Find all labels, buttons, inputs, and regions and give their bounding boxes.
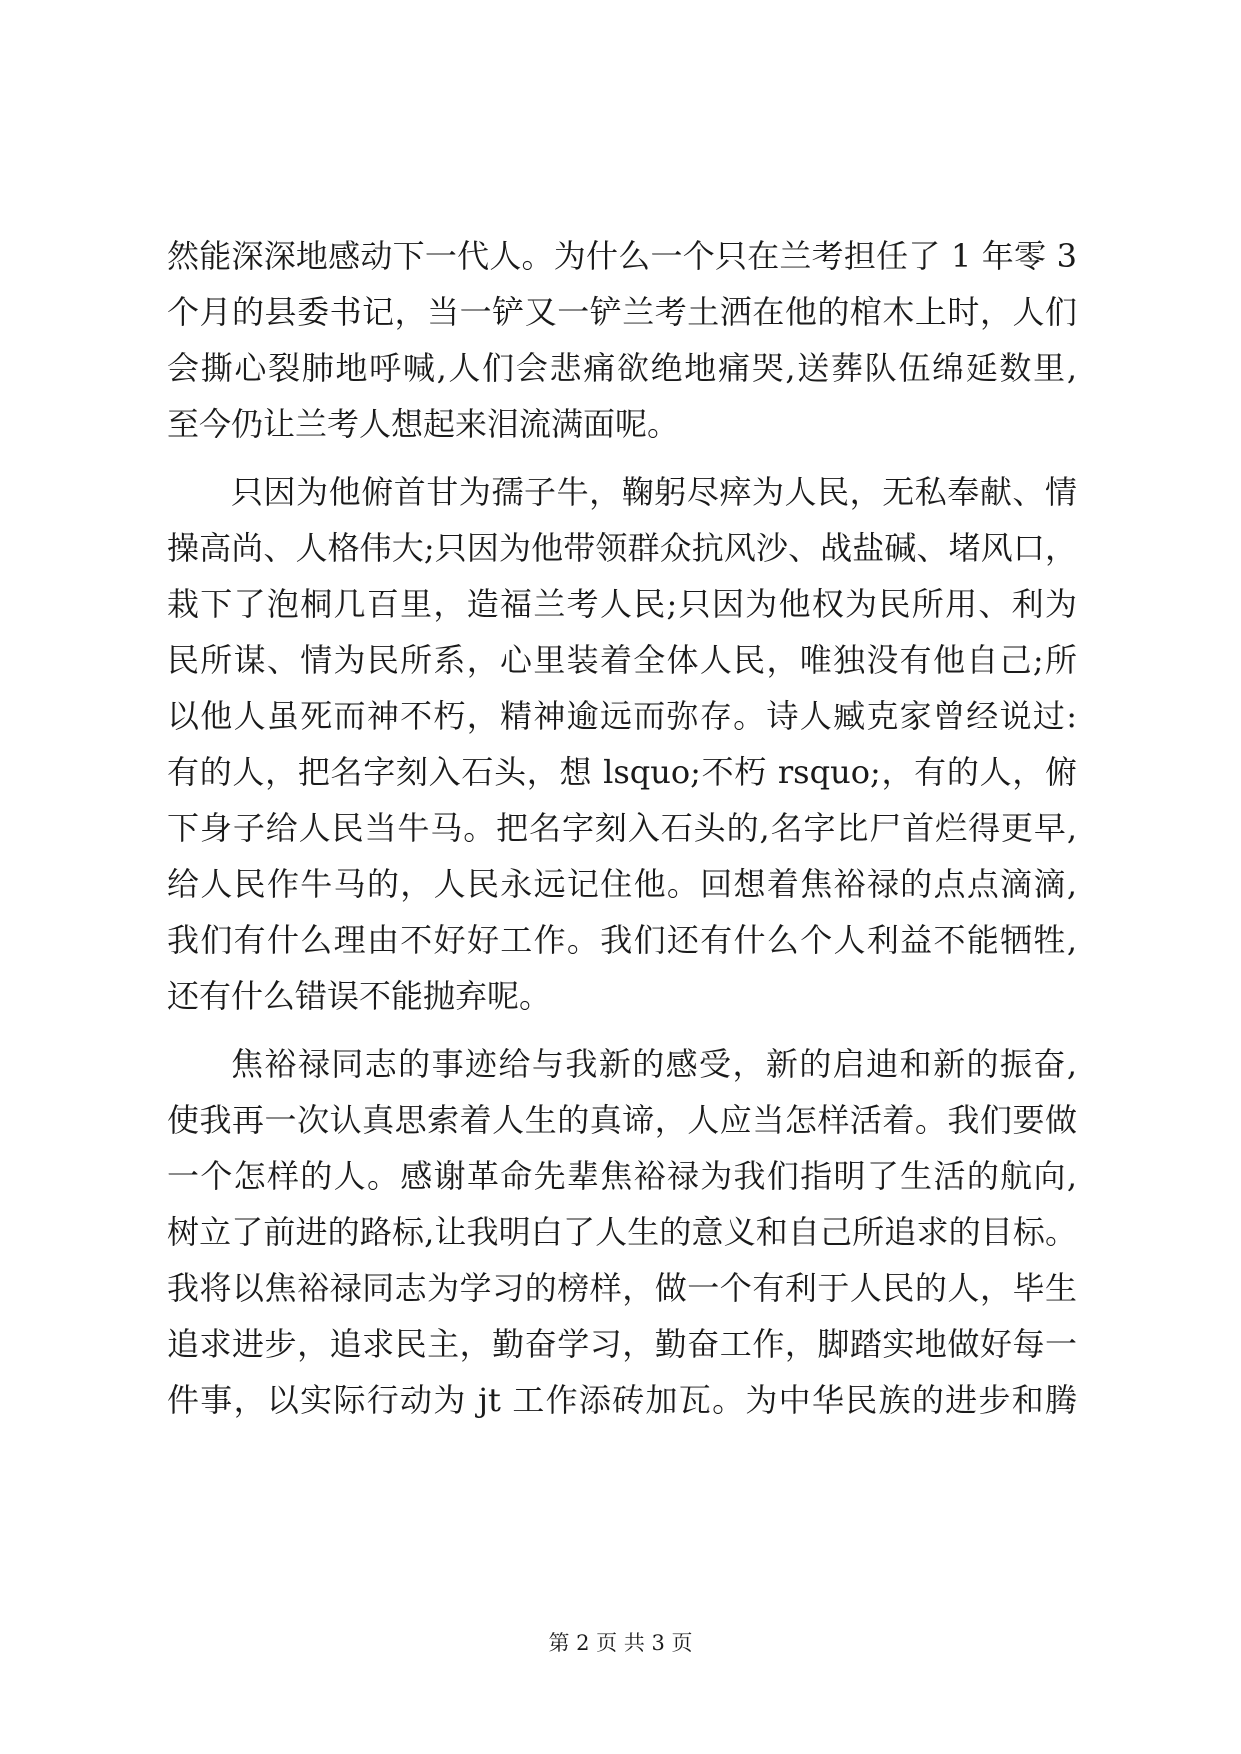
text-line: 使我再一次认真思索着人生的真谛，人应当怎样活着。我们要做	[167, 1101, 1077, 1139]
text-line: 给人民作牛马的，人民永远记住他。回想着焦裕禄的点点滴滴,	[167, 865, 1077, 903]
text-line: 个月的县委书记，当一铲又一铲兰考土洒在他的棺木上时，人们	[167, 293, 1077, 331]
document-body	[167, 228, 1077, 1440]
text-line: 以他人虽死而神不朽，精神逾远而弥存。诗人臧克家曾经说过:	[167, 697, 1077, 735]
text-line: 栽下了泡桐几百里，造福兰考人民;只因为他权为民所用、利为	[167, 585, 1077, 623]
text-line: 树立了前进的路标,让我明白了人生的意义和自己所追求的目标。	[167, 1213, 1077, 1251]
text-line: 至今仍让兰考人想起来泪流满面呢。	[167, 405, 680, 443]
text-line: 焦裕禄同志的事迹给与我新的感受，新的启迪和新的振奋,	[231, 1045, 1077, 1083]
text-line: 会撕心裂肺地呼喊,人们会悲痛欲绝地痛哭,送葬队伍绵延数里,	[167, 349, 1077, 387]
text-line: 有的人，把名字刻入石头，想 lsquo;不朽 rsquo;，有的人，俯	[167, 753, 1077, 791]
text-line: 件事，以实际行动为 jt 工作添砖加瓦。为中华民族的进步和腾	[167, 1381, 1077, 1419]
text-line: 还有什么错误不能抛弃呢。	[167, 977, 552, 1015]
paragraph-2	[167, 464, 1077, 1024]
paragraph-1	[167, 228, 1077, 452]
text-line: 只因为他俯首甘为孺子牛，鞠躬尽瘁为人民，无私奉献、情	[231, 473, 1077, 511]
text-line: 我们有什么理由不好好工作。我们还有什么个人利益不能牺牲,	[167, 921, 1077, 959]
text-line: 下身子给人民当牛马。把名字刻入石头的,名字比尸首烂得更早,	[167, 809, 1077, 847]
page-footer: 第 2 页 共 3 页	[548, 1631, 693, 1655]
text-line: 追求进步，追求民主，勤奋学习，勤奋工作，脚踏实地做好每一	[167, 1325, 1077, 1363]
text-line: 民所谋、情为民所系，心里装着全体人民，唯独没有他自己;所	[167, 641, 1077, 679]
paragraph-3	[167, 1036, 1077, 1428]
text-line: 我将以焦裕禄同志为学习的榜样，做一个有利于人民的人，毕生	[167, 1269, 1077, 1307]
text-line: 操高尚、人格伟大;只因为他带领群众抗风沙、战盐碱、堵风口，	[167, 529, 1077, 567]
text-line: 然能深深地感动下一代人。为什么一个只在兰考担任了 1 年零 3	[167, 237, 1077, 275]
text-line: 一个怎样的人。感谢革命先辈焦裕禄为我们指明了生活的航向,	[167, 1157, 1077, 1195]
